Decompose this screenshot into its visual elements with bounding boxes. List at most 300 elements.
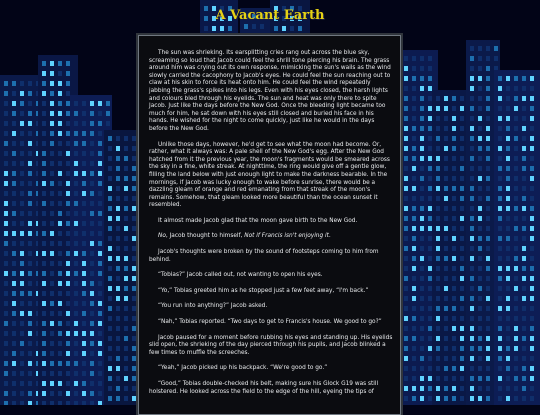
building-window — [436, 176, 440, 181]
building-window — [470, 186, 474, 191]
building-window — [522, 326, 526, 331]
building-window — [116, 236, 120, 241]
building-window — [28, 331, 32, 336]
building-window — [28, 171, 32, 176]
building-window — [4, 301, 8, 306]
building-window — [460, 136, 464, 141]
building-window — [420, 266, 424, 271]
building-window — [452, 286, 456, 291]
building-window — [4, 291, 8, 296]
building-window — [74, 381, 78, 386]
building-window — [506, 236, 510, 241]
building-window — [20, 261, 24, 266]
building-window — [420, 386, 424, 391]
building-window — [420, 176, 424, 181]
building-window — [514, 126, 518, 131]
building-window — [74, 101, 78, 106]
building-window — [20, 211, 24, 216]
building-window — [20, 381, 24, 386]
building-window — [28, 301, 32, 306]
building-window — [28, 291, 32, 296]
building-window — [4, 351, 8, 356]
building-window — [404, 256, 408, 261]
italic-text: Not if Francis isn't enjoying it — [244, 233, 329, 240]
building-window — [412, 296, 416, 301]
building-window — [50, 161, 54, 166]
building-window — [116, 156, 120, 161]
building-window — [514, 346, 518, 351]
building-window — [82, 381, 86, 386]
building-window — [486, 326, 490, 331]
building-window — [420, 366, 424, 371]
story-text-panel[interactable] — [138, 35, 401, 415]
story-paragraph — [149, 218, 393, 226]
building-window — [498, 176, 502, 181]
building-window — [12, 161, 16, 166]
building-window — [12, 101, 16, 106]
building-window — [444, 276, 448, 281]
building-window — [82, 401, 86, 405]
building-window — [404, 116, 408, 121]
building-window — [452, 96, 456, 101]
building-window — [58, 141, 62, 146]
building-window — [470, 196, 474, 201]
building-window — [470, 206, 474, 211]
building-window — [444, 246, 448, 251]
building-window — [470, 266, 474, 271]
building-window — [66, 231, 70, 236]
building-window — [82, 201, 86, 206]
building-window — [132, 296, 136, 301]
building-window — [108, 186, 112, 191]
building-window — [514, 146, 518, 151]
building-window — [132, 156, 136, 161]
building-window — [514, 106, 518, 111]
building-window — [460, 196, 464, 201]
building-window — [522, 356, 526, 361]
building-window — [420, 186, 424, 191]
building-window — [58, 131, 62, 136]
building-window — [494, 46, 498, 51]
building-window — [514, 96, 518, 101]
text-run: , Jacob thought to himself, — [165, 233, 245, 240]
building-window — [428, 266, 432, 271]
building-window — [98, 331, 102, 336]
building-window — [274, 26, 278, 31]
building-window — [498, 206, 502, 211]
building-window — [50, 221, 54, 226]
building-window — [514, 276, 518, 281]
building-window — [42, 381, 46, 386]
building-window — [514, 226, 518, 231]
building-window — [98, 241, 102, 246]
building-window — [108, 396, 112, 401]
building-window — [124, 246, 128, 251]
building-window — [428, 286, 432, 291]
building-window — [42, 101, 46, 106]
building-window — [460, 286, 464, 291]
building-window — [506, 126, 510, 131]
building-window — [486, 86, 490, 91]
building-window — [436, 286, 440, 291]
text-run: The sun was shrieking. Its earsplitting cries rang out across the blue sky, screaming so loud that Jacob could feel the shrill tone piercing his brain. The grass around him was crying out its own response, mimicking the sun's wails as the wind slowly carried the cacophony to Jacob's eyes. He could feel the sun reaching out to claw at his skin to force its heat onto him. He could feel the wind repeatedly jabbing the grass's spikes into his legs. Even with his eyes closed, the harsh lights and colours bled through his eyelids. The sun and heat was only there to spite Jacob. Just like the days before the New God. Once the bleeding light became too much for him, he sat down with his eyes still closed and buried his face in his hands. He wished for the night to come quickly, just like he would in the days before the New God. — [149, 50, 391, 132]
building-window — [470, 356, 474, 361]
building-window — [82, 291, 86, 296]
building-window — [4, 311, 8, 316]
building-window — [428, 396, 432, 401]
building-window — [498, 346, 502, 351]
building-window — [530, 146, 534, 151]
building-window — [530, 126, 534, 131]
building-window — [12, 201, 16, 206]
building-window — [498, 356, 502, 361]
building-window — [132, 196, 136, 201]
building-window — [20, 141, 24, 146]
building-window — [428, 166, 432, 171]
building-window — [460, 216, 464, 221]
building-window — [82, 221, 86, 226]
building-window — [12, 151, 16, 156]
building-window — [20, 361, 24, 366]
building-window — [478, 346, 482, 351]
building-window — [404, 316, 408, 321]
building-window — [12, 171, 16, 176]
building-window — [498, 246, 502, 251]
building-window — [42, 221, 46, 226]
building-window — [420, 106, 424, 111]
building-window — [132, 206, 136, 211]
building-window — [124, 176, 128, 181]
building-window — [66, 191, 70, 196]
building-window — [452, 366, 456, 371]
building-window — [90, 161, 94, 166]
building-window — [58, 251, 62, 256]
building-window — [132, 256, 136, 261]
building-window — [124, 336, 128, 341]
building-window — [478, 256, 482, 261]
building-window — [12, 181, 16, 186]
building-window — [124, 166, 128, 171]
building-window — [58, 371, 62, 376]
building-window — [108, 226, 112, 231]
building-window — [498, 286, 502, 291]
building-window — [470, 146, 474, 151]
building-window — [436, 246, 440, 251]
building-window — [116, 306, 120, 311]
building-window — [404, 226, 408, 231]
building-window — [460, 156, 464, 161]
building-window — [436, 196, 440, 201]
building-window — [522, 366, 526, 371]
building-window — [12, 241, 16, 246]
building-window — [124, 186, 128, 191]
building-window — [428, 306, 432, 311]
building-window — [404, 286, 408, 291]
building-window — [478, 306, 482, 311]
building-window — [74, 351, 78, 356]
building-window — [452, 186, 456, 191]
building-window — [132, 276, 136, 281]
building-window — [498, 366, 502, 371]
building-window — [108, 386, 112, 391]
building-window — [514, 376, 518, 381]
building-window — [522, 106, 526, 111]
building-window — [460, 396, 464, 401]
building-window — [74, 301, 78, 306]
building-window — [74, 251, 78, 256]
building-window — [478, 266, 482, 271]
building-window — [486, 206, 490, 211]
building-window — [530, 166, 534, 171]
text-run: “You run into anything?” Jacob asked. — [158, 303, 268, 310]
building-window — [530, 106, 534, 111]
building-window — [530, 396, 534, 401]
building-window — [82, 111, 86, 116]
building-window — [108, 256, 112, 261]
building-window — [412, 166, 416, 171]
building-window — [420, 286, 424, 291]
building-window — [132, 316, 136, 321]
text-run: “Tobias?” Jacob called out, not wanting to open his eyes. — [158, 272, 323, 279]
building-window — [20, 281, 24, 286]
building-window — [506, 396, 510, 401]
building-window — [98, 121, 102, 126]
building-window — [12, 251, 16, 256]
building-window — [90, 101, 94, 106]
building-window — [108, 206, 112, 211]
building-window — [412, 376, 416, 381]
building-window — [498, 136, 502, 141]
building-window — [4, 131, 8, 136]
building-window — [116, 366, 120, 371]
building-window — [66, 381, 70, 386]
building-window — [428, 326, 432, 331]
building-window — [42, 131, 46, 136]
building-window — [74, 261, 78, 266]
building-window — [514, 266, 518, 271]
building-window — [90, 211, 94, 216]
building-window — [66, 311, 70, 316]
building-window — [66, 211, 70, 216]
building-window — [404, 166, 408, 171]
building-window — [124, 136, 128, 141]
building-window — [428, 146, 432, 151]
building-window — [132, 376, 136, 381]
building-window — [82, 151, 86, 156]
building-window — [124, 206, 128, 211]
building-window — [50, 271, 54, 276]
building-window — [470, 346, 474, 351]
building-window — [66, 91, 70, 96]
building-window — [132, 236, 136, 241]
building-window — [90, 241, 94, 246]
building-window — [478, 316, 482, 321]
building-window — [470, 256, 474, 261]
building-window — [428, 106, 432, 111]
building-window — [108, 246, 112, 251]
building-window — [74, 211, 78, 216]
building-window — [514, 316, 518, 321]
building-window — [460, 226, 464, 231]
building-window — [444, 236, 448, 241]
building-window — [506, 256, 510, 261]
building-window — [108, 346, 112, 351]
building-window — [108, 216, 112, 221]
building-window — [74, 111, 78, 116]
building-window — [28, 161, 32, 166]
building-window — [98, 361, 102, 366]
building-window — [42, 191, 46, 196]
building-window — [132, 176, 136, 181]
building-window — [444, 326, 448, 331]
building-window — [498, 226, 502, 231]
building-window — [428, 96, 432, 101]
building-window — [66, 301, 70, 306]
building-window — [498, 256, 502, 261]
building-window — [420, 396, 424, 401]
building-window — [28, 91, 32, 96]
building-window — [506, 386, 510, 391]
building-window — [444, 346, 448, 351]
building-window — [66, 161, 70, 166]
building-window — [58, 281, 62, 286]
building-window — [452, 386, 456, 391]
building-window — [132, 306, 136, 311]
building-window — [452, 356, 456, 361]
building-window — [58, 291, 62, 296]
building-window — [4, 331, 8, 336]
building-window — [530, 176, 534, 181]
building-window — [428, 356, 432, 361]
building-window — [74, 371, 78, 376]
building-window — [498, 196, 502, 201]
building-window — [486, 336, 490, 341]
building-window — [522, 226, 526, 231]
building-window — [20, 291, 24, 296]
building-window — [20, 321, 24, 326]
building-window — [404, 276, 408, 281]
building-window — [20, 251, 24, 256]
building-window — [404, 366, 408, 371]
building-window — [50, 131, 54, 136]
building-window — [478, 156, 482, 161]
building-window — [530, 186, 534, 191]
building-window — [420, 166, 424, 171]
building-window — [282, 26, 286, 31]
building-window — [108, 286, 112, 291]
building-window — [444, 296, 448, 301]
building-window — [252, 24, 256, 29]
building-window — [90, 181, 94, 186]
building-window — [108, 266, 112, 271]
story-paragraph — [149, 335, 393, 358]
building-window — [50, 281, 54, 286]
building-window — [66, 111, 70, 116]
building-window — [58, 151, 62, 156]
building-window — [498, 156, 502, 161]
building-window — [12, 381, 16, 386]
building-window — [486, 116, 490, 121]
building-window — [506, 376, 510, 381]
building-window — [460, 106, 464, 111]
building-window — [498, 166, 502, 171]
building-window — [50, 361, 54, 366]
building-window — [20, 401, 24, 405]
building-window — [404, 386, 408, 391]
building-window — [82, 121, 86, 126]
building-window — [82, 251, 86, 256]
building-window — [444, 126, 448, 131]
building-window — [486, 226, 490, 231]
building-window — [420, 246, 424, 251]
building-window — [58, 231, 62, 236]
building-window — [530, 386, 534, 391]
building-window — [90, 371, 94, 376]
building-window — [132, 366, 136, 371]
building-window — [74, 191, 78, 196]
building-window — [50, 331, 54, 336]
building-window — [452, 296, 456, 301]
building-window — [452, 266, 456, 271]
building-window — [4, 391, 8, 396]
building-window — [412, 96, 416, 101]
building-window — [20, 391, 24, 396]
building-window — [12, 211, 16, 216]
building-window — [4, 171, 8, 176]
building-window — [420, 66, 424, 71]
building-window — [506, 176, 510, 181]
building-window — [506, 206, 510, 211]
building-window — [436, 376, 440, 381]
building-window — [486, 236, 490, 241]
building-window — [82, 361, 86, 366]
building-window — [90, 251, 94, 256]
building-window — [132, 186, 136, 191]
building-window — [116, 396, 120, 401]
building-window — [98, 351, 102, 356]
building-window — [506, 266, 510, 271]
building-window — [82, 321, 86, 326]
building-window — [12, 231, 16, 236]
building-window — [452, 116, 456, 121]
building-window — [90, 201, 94, 206]
building-window — [404, 246, 408, 251]
building-window — [58, 361, 62, 366]
building-window — [514, 296, 518, 301]
building-window — [478, 86, 482, 91]
building-window — [530, 256, 534, 261]
building-window — [98, 381, 102, 386]
building-window — [470, 56, 474, 61]
building-window — [478, 336, 482, 341]
building-window — [498, 316, 502, 321]
building-window — [420, 226, 424, 231]
building-window — [108, 326, 112, 331]
building-window — [514, 306, 518, 311]
building-window — [530, 276, 534, 281]
text-run: “Yo,” Tobias greeted him as he stopped just a few feet away, “I'm back.” — [158, 287, 369, 294]
building-window — [452, 156, 456, 161]
text-run: “Good,” Tobias double-checked his belt, making sure his Glock G19 was still holstered. He looked across the field to the edge of the hill, eyeing the tips of — [149, 381, 379, 395]
building-window — [42, 201, 46, 206]
building-window — [20, 271, 24, 276]
building-window — [28, 381, 32, 386]
building-window — [42, 311, 46, 316]
building-window — [50, 311, 54, 316]
building-window — [28, 371, 32, 376]
building-window — [506, 166, 510, 171]
building-window — [124, 386, 128, 391]
